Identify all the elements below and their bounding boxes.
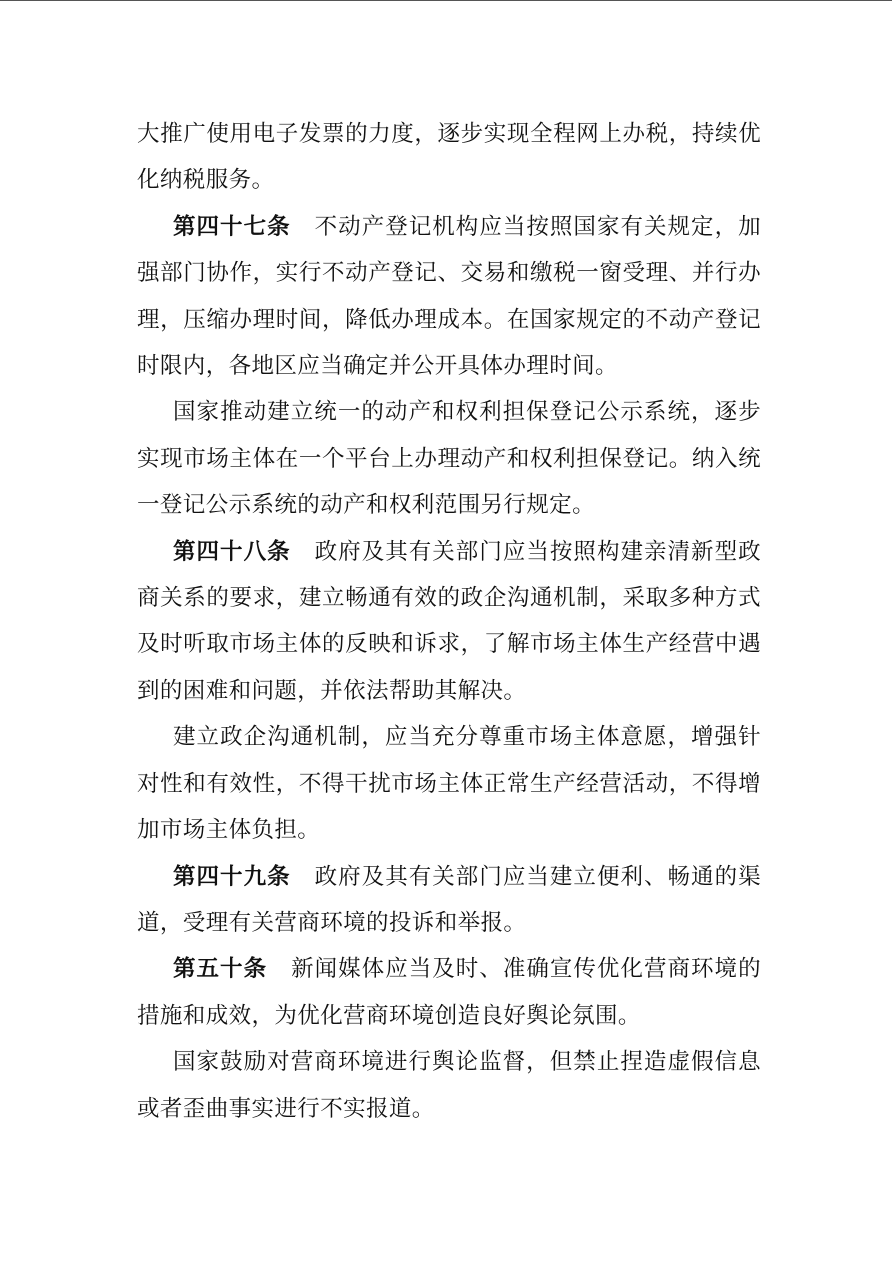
paragraph-article-48 xyxy=(137,529,761,715)
paragraph-article-47 xyxy=(137,204,761,390)
paragraph-article-50 xyxy=(137,946,761,1039)
article-label-47: 第四十七条 xyxy=(173,213,291,240)
paragraph-3 xyxy=(137,389,761,528)
paragraph-1 xyxy=(137,111,761,204)
paragraph-text: 不动产登记机构应当按照国家有关规定，加强部门协作，实行不动产登记、交易和缴税一窗受理、并行办理，压缩办理时间，降低办理成本。在国家规定的不动产登记时限内，各地区应当确定并公开具体办理时间。 xyxy=(137,213,761,380)
paragraph-text: 国家鼓励对营商环境进行舆论监督，但禁止捏造虚假信息或者歪曲事实进行不实报道。 xyxy=(137,1049,761,1122)
article-label-48: 第四十八条 xyxy=(173,538,291,565)
article-label-50: 第五十条 xyxy=(173,956,268,983)
paragraph-8 xyxy=(137,1039,761,1132)
paragraph-5 xyxy=(137,714,761,853)
paragraph-text: 国家推动建立统一的动产和权利担保登记公示系统，逐步实现市场主体在一个平台上办理动产和权利担保登记。纳入统一登记公示系统的动产和权利范围另行规定。 xyxy=(137,399,761,519)
paragraph-text: 大推广使用电子发票的力度，逐步实现全程网上办税，持续优化纳税服务。 xyxy=(137,121,761,194)
paragraph-text: 政府及其有关部门应当建立便利、畅通的渠道，受理有关营商环境的投诉和举报。 xyxy=(137,863,761,936)
paragraph-text: 建立政企沟通机制，应当充分尊重市场主体意愿，增强针对性和有效性，不得干扰市场主体正常生产经营活动，不得增加市场主体负担。 xyxy=(137,724,761,844)
paragraph-text: 政府及其有关部门应当按照构建亲清新型政商关系的要求，建立畅通有效的政企沟通机制，采取多种方式及时听取市场主体的反映和诉求，了解市场主体生产经营中遇到的困难和问题，并依法帮助其解决。 xyxy=(137,538,761,704)
document-body xyxy=(137,111,761,1132)
paragraph-text: 新闻媒体应当及时、准确宣传优化营商环境的措施和成效，为优化营商环境创造良好舆论氛围。 xyxy=(137,956,761,1029)
article-label-49: 第四十九条 xyxy=(173,863,291,890)
paragraph-article-49 xyxy=(137,854,761,947)
